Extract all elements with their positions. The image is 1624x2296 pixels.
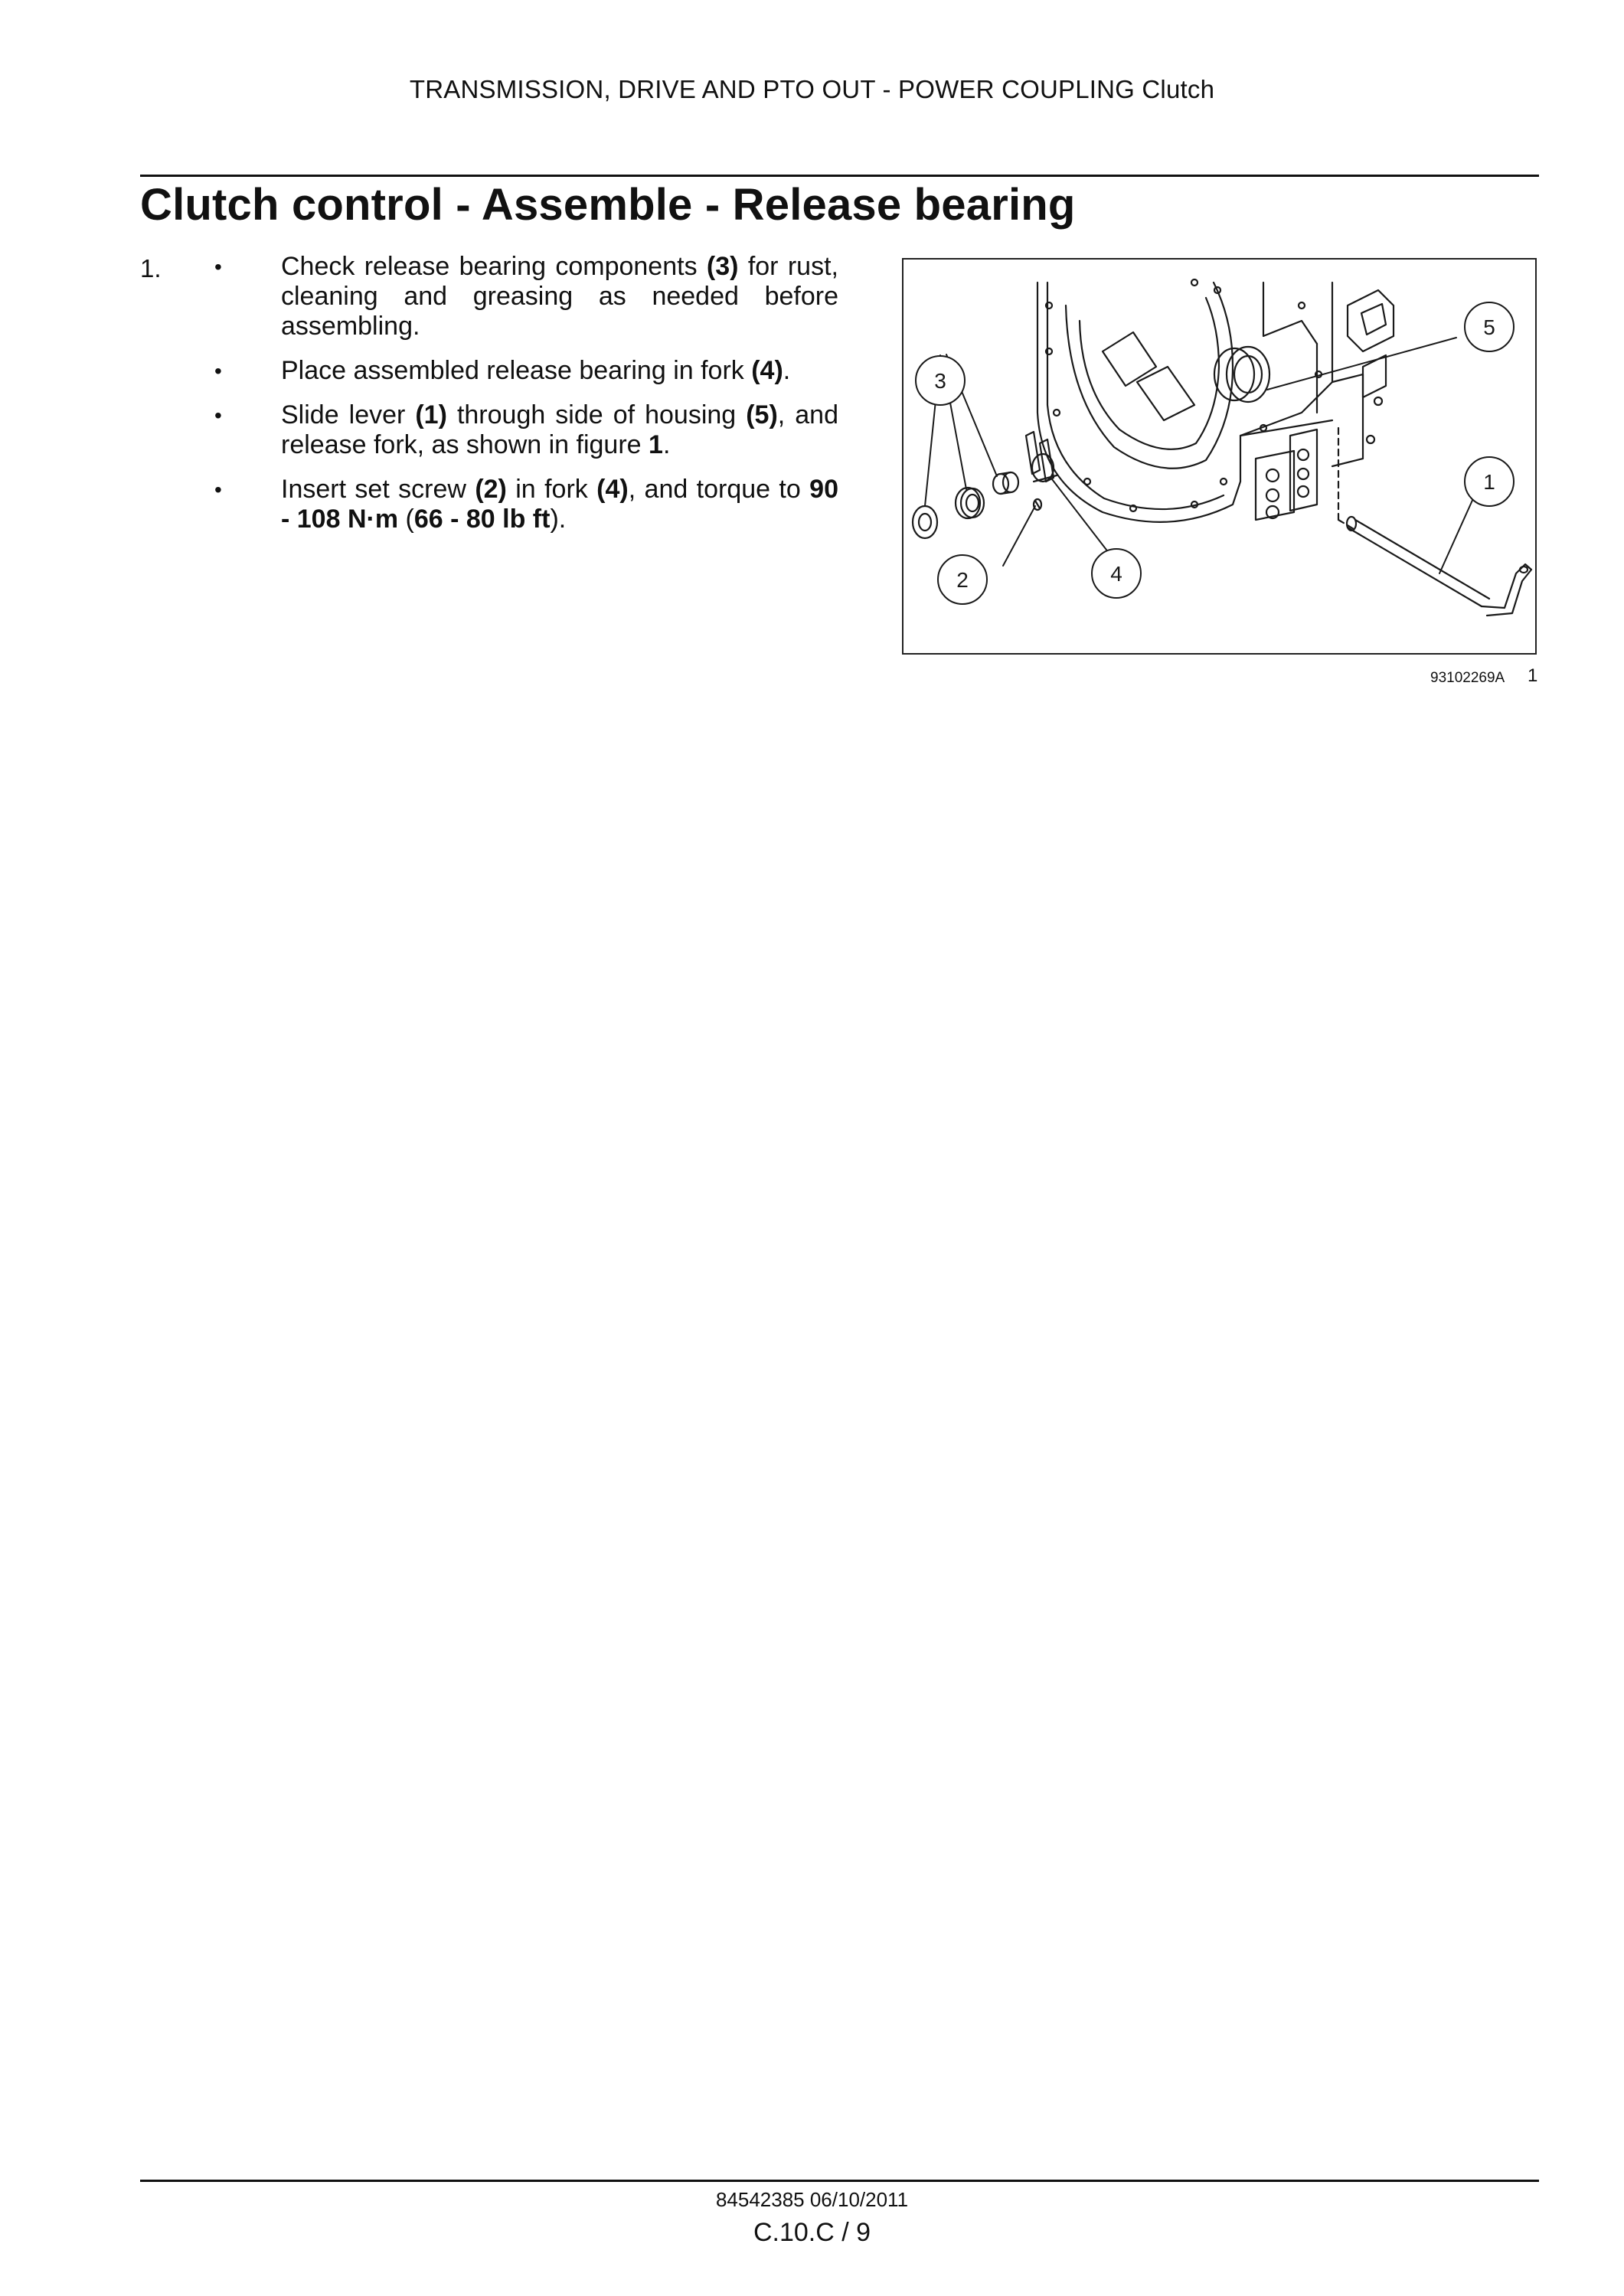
- callout-1-label: 1: [1483, 470, 1495, 494]
- bullet-icon: •: [214, 359, 222, 383]
- figure-reference: 1: [649, 430, 663, 459]
- callout-4-label: 4: [1110, 562, 1122, 586]
- instruction-item: [214, 400, 838, 460]
- header-rule: [140, 175, 1539, 177]
- release-bearing-illustration: [903, 260, 1535, 653]
- instruction-text: ).: [550, 505, 567, 534]
- callout-reference: (4): [596, 475, 629, 504]
- callout-reference: (2): [475, 475, 507, 504]
- instruction-text: , and release fork, as shown in figure: [281, 400, 838, 459]
- step-number: 1.: [140, 254, 162, 283]
- instruction-list: [214, 252, 838, 549]
- instruction-text: .: [783, 356, 791, 385]
- instruction-text: Place assembled release bearing in fork: [281, 356, 752, 385]
- instruction-text: , and torque to: [628, 475, 810, 504]
- callout-5-label: 5: [1483, 315, 1495, 339]
- callout-reference: (4): [751, 356, 783, 385]
- running-header: TRANSMISSION, DRIVE AND PTO OUT - POWER COUPLING Clutch: [409, 75, 1215, 103]
- instruction-text: Slide lever: [281, 400, 416, 429]
- torque-value-metric: 90 - 108 N·m: [281, 475, 838, 534]
- bullet-icon: •: [214, 478, 222, 501]
- instruction-item: [214, 356, 838, 386]
- footer-rule: [140, 2180, 1539, 2182]
- figure-image-code: 93102269A: [1430, 670, 1505, 686]
- section-title: Clutch control - Assemble - Release bearing: [140, 180, 1076, 230]
- instruction-text: through side of housing: [446, 400, 747, 429]
- figure-frame: [902, 258, 1537, 655]
- instruction-text: Check release bearing components: [281, 252, 707, 281]
- instruction-item: [214, 252, 838, 341]
- instruction-item: [214, 475, 838, 534]
- footer-page-ref: C.10.C / 9: [753, 2218, 871, 2247]
- callout-reference: (1): [415, 400, 447, 429]
- lever-drawing: [1338, 428, 1531, 616]
- callout-reference: (5): [746, 400, 778, 429]
- figure-number: 1: [1528, 665, 1538, 686]
- bullet-icon: •: [214, 255, 222, 279]
- instruction-text: .: [662, 430, 671, 459]
- callout-leaders: [925, 338, 1474, 573]
- torque-value-imperial: 66 - 80 lb ft: [413, 505, 551, 534]
- instruction-text: (: [398, 505, 414, 534]
- instruction-text: for rust, cleaning and greasing as needed before assembling.: [281, 252, 838, 341]
- instruction-text: Insert set screw: [281, 475, 475, 504]
- instruction-text: in fork: [506, 475, 597, 504]
- footer-doc-id: 84542385 06/10/2011: [715, 2188, 909, 2211]
- callout-bubbles: [916, 302, 1514, 604]
- bullet-icon: •: [214, 403, 222, 427]
- callout-3-label: 3: [934, 369, 946, 393]
- callout-2-label: 2: [956, 568, 969, 592]
- clutch-housing-drawing: [1037, 279, 1394, 522]
- callout-labels: [934, 315, 1495, 592]
- callout-reference: (3): [706, 252, 739, 281]
